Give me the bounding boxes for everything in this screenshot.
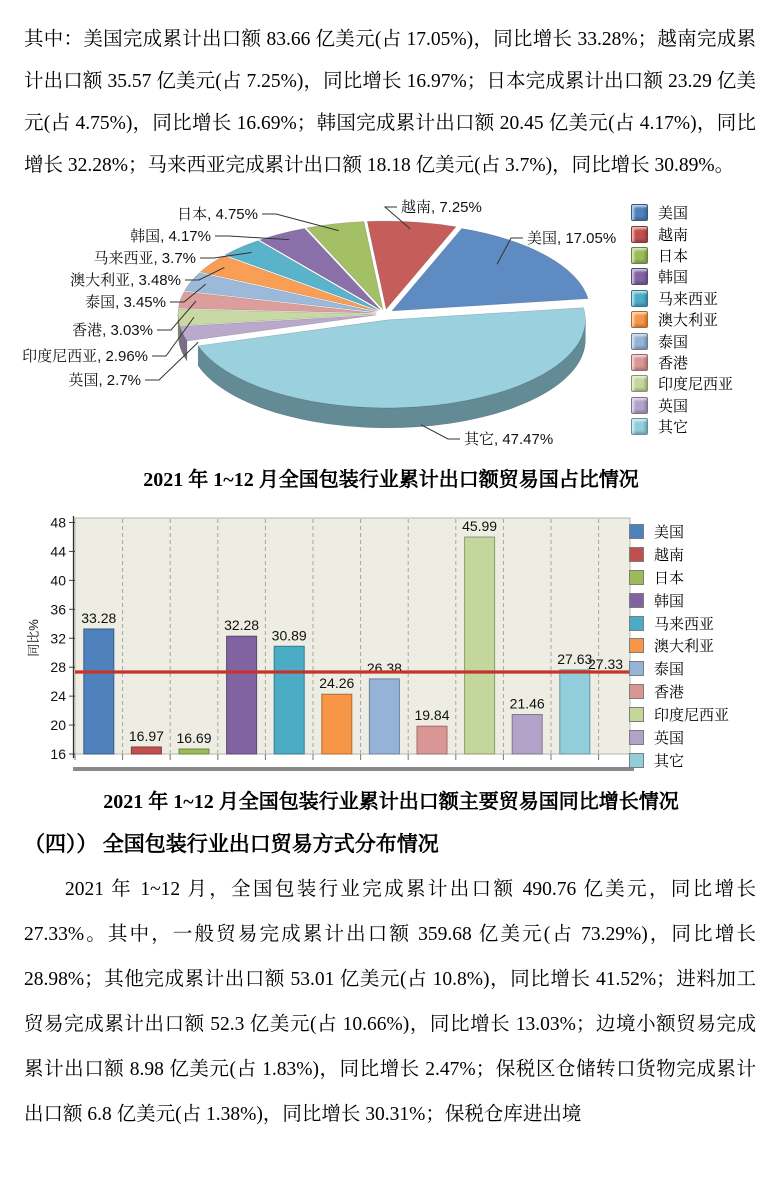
bar-日本	[179, 749, 209, 754]
legend-item-其它	[629, 749, 729, 772]
legend-label: 美国	[658, 205, 689, 223]
pie-slice-label: 香港, 3.03%	[72, 322, 153, 339]
legend-label: 越南	[654, 546, 685, 564]
legend-swatch-icon	[631, 375, 648, 392]
reference-line-label: 27.33	[588, 656, 624, 673]
bar-value-label: 26.38	[366, 659, 402, 676]
legend-swatch-icon	[631, 311, 648, 328]
legend-swatch-icon	[629, 661, 644, 676]
bar-chart-caption: 2021 年 1~12 月全国包装行业累计出口额主要贸易国同比增长情况	[103, 791, 679, 813]
y-axis-tick-label: 20	[50, 717, 66, 734]
legend-item-印度尼西亚	[631, 373, 733, 394]
bar-美国	[84, 629, 114, 754]
bar-value-label: 27.63	[557, 650, 593, 667]
legend-label: 韩国	[654, 592, 685, 610]
legend-swatch-icon	[631, 397, 648, 414]
legend-label: 日本	[658, 247, 689, 265]
legend-label: 韩国	[658, 269, 689, 287]
bar-value-label: 19.84	[414, 707, 450, 724]
legend-item-英国	[631, 395, 733, 416]
legend-label: 印度尼西亚	[658, 376, 734, 394]
bar-value-label: 21.46	[509, 695, 545, 712]
legend-label: 香港	[658, 354, 689, 372]
pie-slice-label: 马来西亚, 3.7%	[93, 250, 196, 267]
legend-label: 越南	[658, 226, 689, 244]
legend-label: 英国	[658, 397, 689, 415]
pie-chart	[0, 188, 782, 456]
legend-label: 泰国	[658, 333, 689, 351]
pie-slice-label: 美国, 17.05%	[527, 230, 617, 247]
legend-item-马来西亚	[629, 612, 729, 635]
legend-swatch-icon	[629, 524, 644, 539]
pie-slice-label: 韩国, 4.17%	[130, 228, 211, 245]
legend-item-澳大利亚	[629, 634, 729, 657]
bar-韩国	[227, 636, 257, 754]
bar-印度尼西亚	[465, 537, 495, 754]
legend-label: 英国	[654, 729, 685, 747]
bar-value-label: 32.28	[224, 617, 260, 634]
pie-slice-label: 越南, 7.25%	[401, 199, 482, 216]
legend-swatch-icon	[629, 616, 644, 631]
bar-value-label: 30.89	[271, 627, 307, 644]
bar-value-label: 33.28	[81, 609, 117, 626]
legend-swatch-icon	[629, 638, 644, 653]
legend-swatch-icon	[631, 333, 648, 350]
bar-value-label: 24.26	[319, 675, 355, 692]
legend-label: 澳大利亚	[654, 638, 715, 656]
legend-item-香港	[629, 680, 729, 703]
pie-chart-legend	[631, 202, 733, 437]
bar-chart-legend	[629, 520, 729, 772]
legend-swatch-icon	[629, 730, 644, 745]
y-axis-tick-label: 24	[50, 688, 66, 705]
section-heading: （四）） 全国包装行业出口贸易方式分布情况	[24, 832, 439, 856]
legend-swatch-icon	[631, 268, 648, 285]
legend-label: 澳大利亚	[658, 312, 719, 330]
legend-item-日本	[631, 245, 733, 266]
legend-item-澳大利亚	[631, 309, 733, 330]
legend-label: 马来西亚	[654, 615, 715, 633]
bar-value-label: 16.69	[176, 730, 212, 747]
legend-swatch-icon	[631, 418, 648, 435]
legend-swatch-icon	[629, 547, 644, 562]
bar-value-label: 45.99	[462, 518, 498, 535]
bar-chart	[0, 508, 782, 776]
x-axis-thick-line	[73, 767, 634, 771]
legend-item-泰国	[631, 330, 733, 351]
legend-item-马来西亚	[631, 288, 733, 309]
legend-item-其它	[631, 416, 733, 437]
legend-swatch-icon	[631, 354, 648, 371]
pie-slice-label: 日本, 4.75%	[177, 206, 258, 223]
legend-swatch-icon	[629, 684, 644, 699]
legend-item-韩国	[631, 266, 733, 287]
legend-label: 泰国	[654, 661, 685, 679]
legend-item-泰国	[629, 657, 729, 680]
legend-item-越南	[631, 223, 733, 244]
pie-chart-caption: 2021 年 1~12 月全国包装行业累计出口额贸易国占比情况	[143, 469, 639, 491]
bar-英国	[512, 715, 542, 754]
legend-label: 日本	[654, 569, 685, 587]
y-axis-tick-label: 28	[50, 659, 66, 676]
y-axis-tick-label: 44	[50, 543, 66, 560]
pie-slice-label: 英国, 2.7%	[68, 372, 141, 389]
legend-item-印度尼西亚	[629, 703, 729, 726]
y-axis-tick-label: 40	[50, 572, 66, 589]
legend-label: 马来西亚	[658, 290, 719, 308]
legend-item-日本	[629, 566, 729, 589]
legend-swatch-icon	[631, 290, 648, 307]
legend-swatch-icon	[629, 753, 644, 768]
legend-item-香港	[631, 352, 733, 373]
paragraph-bottom: 2021 年 1~12 月，全国包装行业完成累计出口额 490.76 亿美元，同比增长 27.33%。其中，一般贸易完成累计出口额 359.68 亿美元(占 73.29%)，同比增长 28.98%；其他完成累计出口额 53.01 亿美元(占 10.8%)，同比增长 41.52%；进料加工贸易完成累计出口额 52.3 亿美元(占 10.66%)，同比增长 13.03%；边境小额贸易完成累计出口额 8.98 亿美元(占 1.83%)，同比增长 2.47%；保税区仓储转口货物完成累计出口额 6.8 亿美元(占 1.38%)，同比增长 30.31%；保税仓库进出境	[24, 879, 756, 1125]
legend-swatch-icon	[631, 204, 648, 221]
legend-label: 美国	[654, 523, 685, 541]
legend-swatch-icon	[629, 570, 644, 585]
pie-slice-label: 泰国, 3.45%	[85, 294, 166, 311]
legend-swatch-icon	[631, 247, 648, 264]
bar-泰国	[369, 679, 399, 754]
legend-item-美国	[629, 520, 729, 543]
bar-value-label: 16.97	[128, 727, 164, 744]
bar-越南	[131, 747, 161, 754]
legend-swatch-icon	[629, 593, 644, 608]
legend-label: 其它	[658, 419, 689, 437]
bar-香港	[417, 726, 447, 754]
y-axis-tick-label: 32	[50, 630, 66, 647]
legend-item-美国	[631, 202, 733, 223]
legend-item-英国	[629, 726, 729, 749]
legend-item-越南	[629, 543, 729, 566]
pie-label-line	[421, 425, 460, 439]
bar-其它	[560, 670, 590, 754]
legend-item-韩国	[629, 589, 729, 612]
document-page	[0, 19, 782, 1137]
y-axis-tick-label: 36	[50, 601, 66, 618]
pie-slice-label: 其它, 47.47%	[464, 431, 554, 448]
y-axis-tick-label: 48	[50, 514, 66, 531]
pie-slice-label: 澳大利亚, 3.48%	[70, 272, 181, 289]
legend-label: 香港	[654, 684, 685, 702]
legend-label: 其它	[654, 752, 685, 770]
bar-澳大利亚	[322, 694, 352, 754]
legend-label: 印度尼西亚	[654, 707, 730, 725]
y-axis-tick-label: 16	[50, 746, 66, 762]
pie-slice-label: 印度尼西亚, 2.96%	[22, 348, 148, 365]
paragraph-top: 其中：美国完成累计出口额 83.66 亿美元(占 17.05%)，同比增长 33.28%；越南完成累计出口额 35.57 亿美元(占 7.25%)，同比增长 16.97%；日本完成累计出口额 23.29 亿美元(占 4.75%)，同比增长 16.69%；韩国完成累计出口额 20.45 亿美元(占 4.17%)，同比增长 32.28%；马来西亚完成累计出口额 18.18 亿美元(占 3.7%)，同比增长 30.89%。	[24, 29, 756, 176]
plot-area	[75, 518, 630, 754]
bar-马来西亚	[274, 646, 304, 754]
legend-swatch-icon	[629, 707, 644, 722]
legend-swatch-icon	[631, 226, 648, 243]
y-axis-title: 同比%	[26, 619, 41, 657]
